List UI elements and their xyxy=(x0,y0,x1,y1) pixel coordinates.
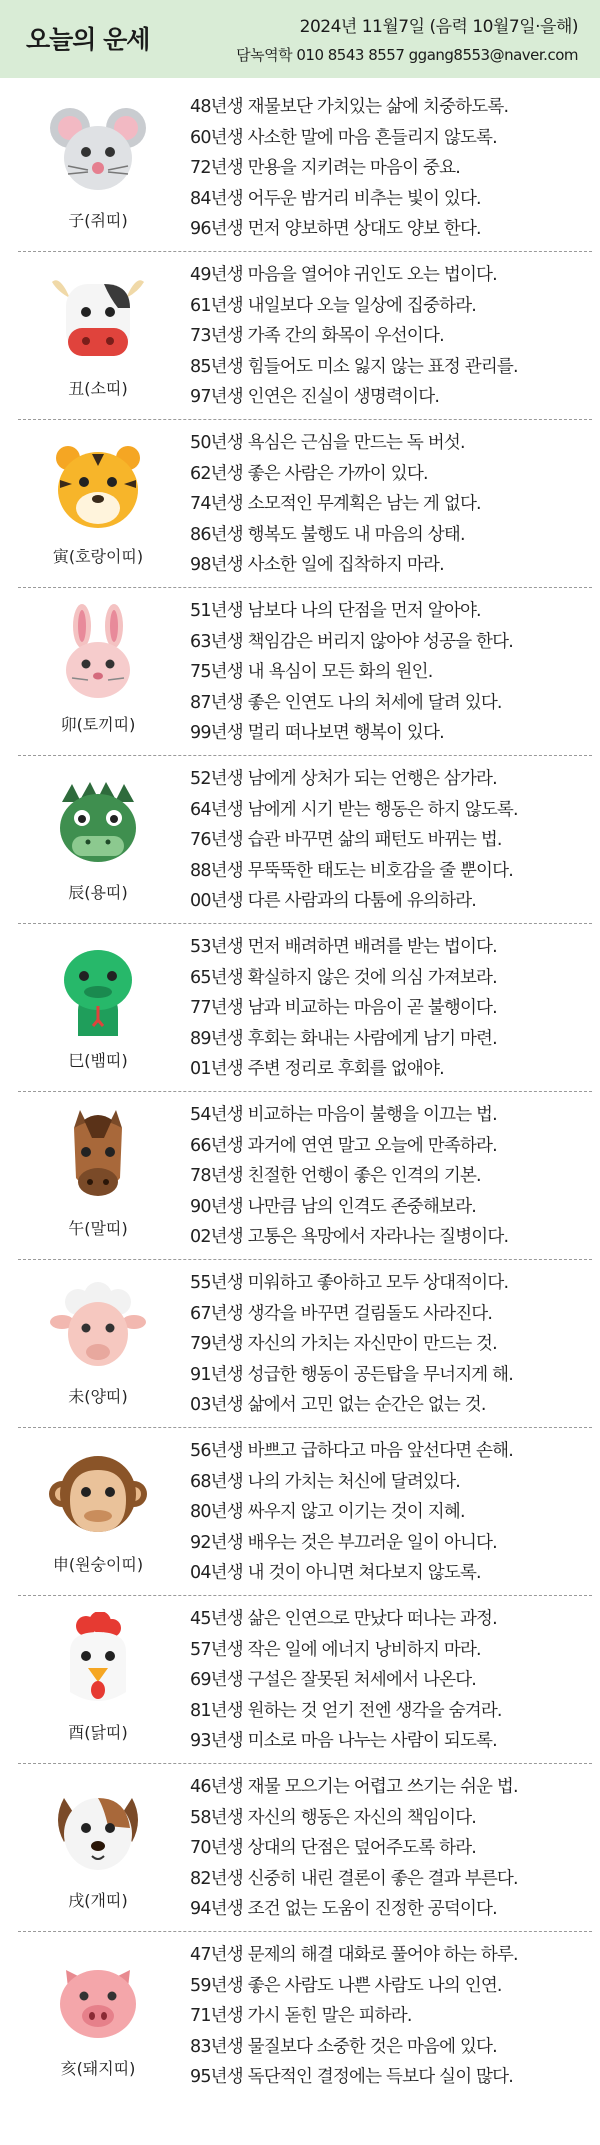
fortune-line: 64년생 남에게 시기 받는 행동은 하지 않도록. xyxy=(190,799,518,820)
fortune-line: 45년생 삶은 인연으로 만났다 떠나는 과정. xyxy=(190,1609,497,1629)
fortune-line: 72년생 만용을 지키려는 마음이 중요. xyxy=(190,158,460,178)
pig-icon xyxy=(48,1948,148,2048)
fortune-line: 83년생 물질보다 소중한 것은 마음에 있다. xyxy=(190,2036,497,2057)
fortune-lines xyxy=(190,1940,592,2093)
zodiac-row-dragon xyxy=(18,756,592,924)
fortune-lines xyxy=(190,260,592,413)
fortune-line: 68년생 나의 가치는 처신에 달려있다. xyxy=(190,1471,460,1492)
fortune-line: 76년생 습관 바꾸면 삶의 패턴도 바뀌는 법. xyxy=(190,830,502,850)
fortune-line: 54년생 비교하는 마음이 불행을 이끄는 법. xyxy=(190,1105,497,1125)
fortune-line: 59년생 좋은 사람도 나쁜 사람도 나의 인연. xyxy=(190,1975,502,1996)
zodiac-label: 戌(개띠) xyxy=(68,1891,128,1910)
dragon-icon xyxy=(48,772,148,872)
fortune-line: 71년생 가시 돋힌 말은 피하라. xyxy=(190,2006,412,2026)
fortune-line: 03년생 삶에서 고민 없는 순간은 없는 것. xyxy=(190,1395,486,1415)
fortune-lines xyxy=(190,92,592,245)
fortune-line: 67년생 생각을 바꾸면 걸림돌도 사라진다. xyxy=(190,1303,493,1324)
page-title: 오늘의 운세 xyxy=(26,25,150,54)
zodiac-row-rat xyxy=(18,84,592,252)
fortune-line: 04년생 내 것이 아니면 쳐다보지 않도록. xyxy=(190,1563,481,1583)
rabbit-icon xyxy=(48,604,148,704)
fortune-line: 62년생 좋은 사람은 가까이 있다. xyxy=(190,463,428,484)
fortune-line: 50년생 욕심은 근심을 만드는 독 버섯. xyxy=(190,433,465,453)
zodiac-label: 未(양띠) xyxy=(68,1387,128,1406)
zodiac-row-monkey xyxy=(18,1428,592,1596)
zodiac-label: 午(말띠) xyxy=(68,1219,128,1238)
monkey-icon xyxy=(48,1444,148,1544)
fortune-lines xyxy=(190,764,592,917)
fortune-line: 87년생 좋은 인연도 나의 처세에 달려 있다. xyxy=(190,692,502,713)
fortune-lines xyxy=(190,428,592,581)
fortune-line: 00년생 다른 사람과의 다툼에 유의하라. xyxy=(190,891,477,911)
fortune-line: 92년생 배우는 것은 부끄러운 일이 아니다. xyxy=(190,1532,497,1553)
zodiac-label: 子(쥐띠) xyxy=(68,211,128,230)
zodiac-label: 丑(소띠) xyxy=(68,379,128,398)
fortune-line: 70년생 상대의 단점은 덮어주도록 하라. xyxy=(190,1838,477,1858)
sheep-icon xyxy=(48,1276,148,1376)
fortune-line: 57년생 작은 일에 에너지 낭비하지 마라. xyxy=(190,1639,481,1660)
fortune-line: 02년생 고통은 욕망에서 자라나는 질병이다. xyxy=(190,1227,509,1247)
zodiac-row-ox xyxy=(18,252,592,420)
fortune-line: 58년생 자신의 행동은 자신의 책임이다. xyxy=(190,1807,477,1828)
zodiac-label: 辰(용띠) xyxy=(68,883,128,902)
fortune-line: 47년생 문제의 해결 대화로 풀어야 하는 하루. xyxy=(190,1945,518,1965)
tiger-icon xyxy=(48,436,148,536)
fortune-line: 79년생 자신의 가치는 자신만이 만드는 것. xyxy=(190,1334,497,1354)
zodiac-label: 申(원숭이띠) xyxy=(52,1555,144,1574)
fortune-line: 69년생 구설은 잘못된 처세에서 나온다. xyxy=(190,1670,477,1690)
fortune-lines xyxy=(190,1436,592,1589)
zodiac-label: 巳(뱀띠) xyxy=(68,1051,128,1070)
zodiac-label: 寅(호랑이띠) xyxy=(52,547,144,566)
zodiac-row-dog xyxy=(18,1764,592,1932)
fortune-line: 55년생 미워하고 좋아하고 모두 상대적이다. xyxy=(190,1273,509,1293)
fortune-line: 84년생 어두운 밤거리 비추는 빛이 있다. xyxy=(190,188,481,209)
fortune-line: 56년생 바쁘고 급하다고 마음 앞선다면 손해. xyxy=(190,1441,514,1461)
zodiac-list xyxy=(18,84,592,2100)
zodiac-row-tiger xyxy=(18,420,592,588)
date-line: 2024년 11월7일 (음력 10월7일·을해) xyxy=(299,17,578,37)
fortune-line: 94년생 조건 없는 도움이 진정한 공덕이다. xyxy=(190,1899,497,1919)
fortune-line: 93년생 미소로 마음 나누는 사람이 되도록. xyxy=(190,1731,497,1751)
fortune-line: 75년생 내 욕심이 모든 화의 원인. xyxy=(190,662,433,682)
zodiac-row-pig xyxy=(18,1932,592,2100)
fortune-line: 49년생 마음을 열어야 귀인도 오는 법이다. xyxy=(190,265,497,285)
fortune-line: 91년생 성급한 행동이 공든탑을 무너지게 해. xyxy=(190,1364,514,1385)
fortune-line: 90년생 나만큼 남의 인격도 존중해보라. xyxy=(190,1196,477,1217)
snake-icon xyxy=(48,940,148,1040)
fortune-line: 88년생 무뚝뚝한 태도는 비호감을 줄 뿐이다. xyxy=(190,860,514,881)
fortune-lines xyxy=(190,1268,592,1421)
zodiac-row-sheep xyxy=(18,1260,592,1428)
fortune-line: 48년생 재물보단 가치있는 삶에 치중하도록. xyxy=(190,97,509,117)
fortune-lines xyxy=(190,932,592,1085)
fortune-lines xyxy=(190,1100,592,1253)
fortune-line: 78년생 친절한 언행이 좋은 인격의 기본. xyxy=(190,1166,481,1186)
zodiac-label: 酉(닭띠) xyxy=(68,1723,128,1742)
zodiac-label: 卯(토끼띠) xyxy=(60,715,136,734)
fortune-line: 63년생 책임감은 버리지 않아야 성공을 한다. xyxy=(190,631,514,652)
fortune-line: 60년생 사소한 말에 마음 흔들리지 않도록. xyxy=(190,127,497,148)
fortune-line: 85년생 힘들어도 미소 잃지 않는 표정 관리를. xyxy=(190,356,518,377)
zodiac-label: 亥(돼지띠) xyxy=(60,2059,136,2078)
fortune-line: 66년생 과거에 연연 말고 오늘에 만족하라. xyxy=(190,1135,497,1156)
rat-icon xyxy=(48,100,148,200)
zodiac-row-rooster xyxy=(18,1596,592,1764)
fortune-line: 98년생 사소한 일에 집착하지 마라. xyxy=(190,555,444,575)
fortune-line: 77년생 남과 비교하는 마음이 곧 불행이다. xyxy=(190,998,497,1018)
fortune-line: 95년생 독단적인 결정에는 득보다 실이 많다. xyxy=(190,2067,514,2087)
fortune-line: 89년생 후회는 화내는 사람에게 남기 마련. xyxy=(190,1028,497,1049)
fortune-line: 73년생 가족 간의 화목이 우선이다. xyxy=(190,326,444,346)
horse-icon xyxy=(48,1108,148,1208)
fortune-line: 86년생 행복도 불행도 내 마음의 상태. xyxy=(190,524,465,545)
header-banner xyxy=(0,0,600,78)
fortune-line: 74년생 소모적인 무계획은 남는 게 없다. xyxy=(190,494,481,514)
zodiac-row-horse xyxy=(18,1092,592,1260)
rooster-icon xyxy=(48,1612,148,1712)
fortune-line: 65년생 확실하지 않은 것에 의심 가져보라. xyxy=(190,967,497,988)
fortune-lines xyxy=(190,1772,592,1925)
fortune-line: 99년생 멀리 떠나보면 행복이 있다. xyxy=(190,723,444,743)
fortune-line: 52년생 남에게 상처가 되는 언행은 삼가라. xyxy=(190,769,497,789)
fortune-line: 81년생 원하는 것 얻기 전엔 생각을 숨겨라. xyxy=(190,1700,502,1721)
zodiac-row-rabbit xyxy=(18,588,592,756)
ox-icon xyxy=(48,268,148,368)
fortune-line: 82년생 신중히 내린 결론이 좋은 결과 부른다. xyxy=(190,1868,518,1889)
fortune-line: 51년생 남보다 나의 단점을 먼저 알아야. xyxy=(190,601,481,621)
zodiac-row-snake xyxy=(18,924,592,1092)
fortune-line: 46년생 재물 모으기는 어렵고 쓰기는 쉬운 법. xyxy=(190,1777,518,1797)
fortune-line: 80년생 싸우지 않고 이기는 것이 지혜. xyxy=(190,1502,465,1522)
fortune-line: 96년생 먼저 양보하면 상대도 양보 한다. xyxy=(190,219,481,239)
fortune-lines xyxy=(190,1604,592,1757)
fortune-line: 01년생 주변 정리로 후회를 없애야. xyxy=(190,1059,444,1079)
fortune-line: 53년생 먼저 배려하면 배려를 받는 법이다. xyxy=(190,937,497,957)
fortune-line: 97년생 인연은 진실이 생명력이다. xyxy=(190,387,440,407)
fortune-lines xyxy=(190,596,592,749)
dog-icon xyxy=(48,1780,148,1880)
fortune-line: 61년생 내일보다 오늘 일상에 집중하라. xyxy=(190,295,477,316)
contact-line: 담녹역학 010 8543 8557 ggang8553@naver.com xyxy=(236,46,578,64)
